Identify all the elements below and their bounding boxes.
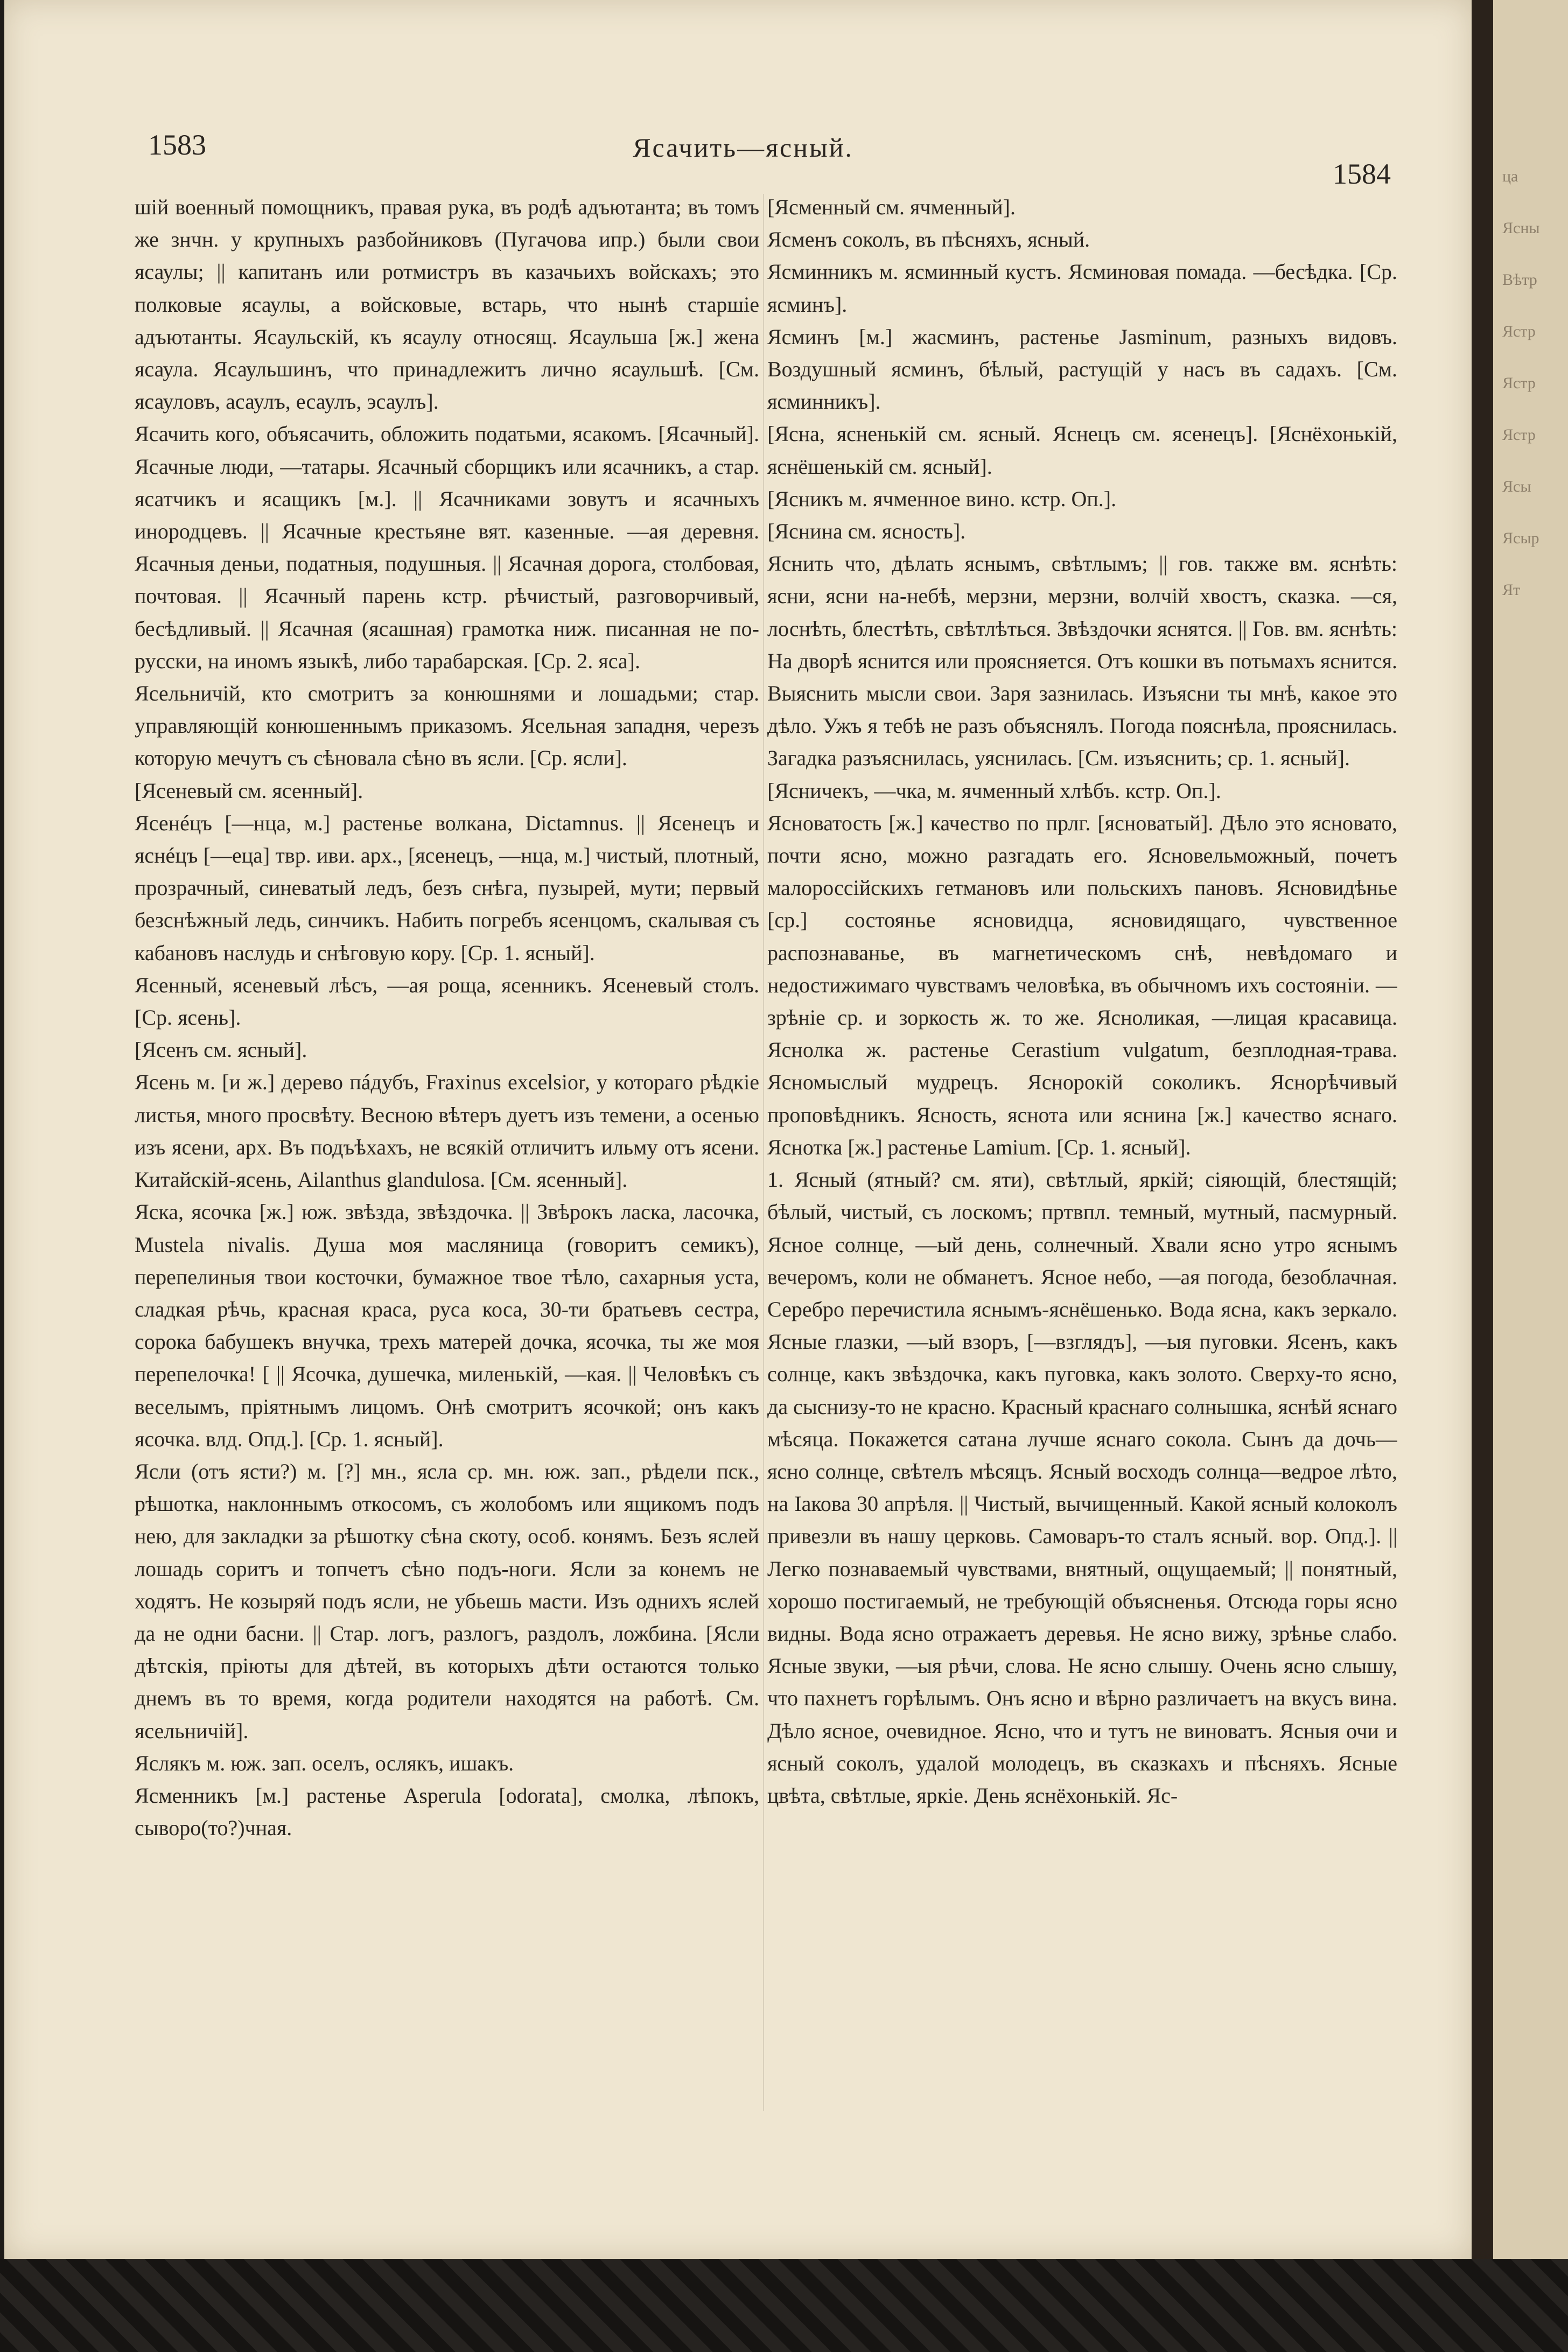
entry: [Ясна, ясненькій см. ясный. Яснецъ см. ясенецъ]. [Яснёхонькій, яснёшенькій см. ясный].	[767, 422, 1397, 479]
adjacent-fragment: Ясны	[1502, 219, 1540, 237]
adjacent-page-text	[1502, 151, 1562, 616]
entry: Яска, ясочка [ж.] юж. звѣзда, звѣздочка. || Звѣрокъ ласка, ласочка, Mustela nivalis. Душа моя масляница (говоритъ семикъ), перепелиныя твои косточки, бумажное твое тѣло, сахарныя уста, сладкая рѣчь, красная краса, руса коса, 30-ти братьевъ сестра, сорока бабушекъ внучка, трехъ матерей дочка, ясочка, ты же моя перепелочка! [ || Ясочка, душечка, миленькій, —кая. || Человѣкъ съ веселымъ, пріятнымъ лицомъ. Онѣ смотритъ ясочкой; онъ какъ ясочка. влд. Опд.]. [Ср. 1. ясный].	[135, 1200, 759, 1451]
entry: Яслякъ м. юж. зап. оселъ, ослякъ, ишакъ.	[135, 1751, 514, 1775]
entry: Яснить что, дѣлать яснымъ, свѣтлымъ; || гов. также вм. яснѣть: ясни, ясни на-небѣ, мерзни, мерзни, волчій хвостъ, сказка. —ся, лоснѣть, блестѣть, свѣтлѣться. Звѣздочки яснятся. || Гов. вм. яснѣть: На дворѣ яснится или проясняется. Отъ кошки въ потьмахъ яснится. Выяснить мысли свои. Заря зазнилась. Изъясни ты мнѣ, какое это дѣло. Ужъ я тебѣ не разъ объяснялъ. Погода пояснѣла, прояснилась. Загадка разъяснилась, уяснилась. [См. изъяснить; ср. 1. ясный].	[767, 551, 1397, 771]
adjacent-fragment: ца	[1502, 167, 1518, 185]
book-edge-background	[0, 2259, 1568, 2352]
page-number-left: 1583	[148, 129, 206, 161]
entry: Ясменъ соколъ, въ пѣсняхъ, ясный.	[767, 227, 1090, 252]
running-head: Ясачить—ясный.	[633, 132, 853, 163]
page-number-right: 1584	[1333, 158, 1391, 190]
entry: 1. Ясный (ятный? см. яти), свѣтлый, яркій; сіяющій, блестящій; бѣлый, чистый, съ лоскомъ; пртвпл. темный, мутный, пасмурный. Ясное солнце, —ый день, солнечный. Хвали ясно утро яснымъ вечеромъ, коли не обманетъ. Ясное небо, —ая погода, безоблачная. Серебро перечистила яснымъ-яснёшенько. Вода ясна, какъ зеркало. Ясные глазки, —ый взоръ, [—взглядъ], —ыя пуговки. Ясенъ, какъ солнце, какъ звѣздочка, какъ пуговка, какъ золото. Сверху-то ясно, да сыснизу-то не красно. Красный краснаго солнышка, яснѣй яснаго мѣсяца. Покажется сатана лучше яснаго сокола. Сынъ да дочь—ясно солнце, свѣтелъ мѣсяцъ. Ясный восходъ солнца—ведрое лѣто, на Іакова 30 апрѣля. || Чистый, вычищенный. Какой ясный колоколъ привезли въ нашу церковь. Самоваръ-то сталъ ясный. вор. Опд.]. || Легко познаваемый чувствами, внятный, ощущаемый; || понятный, хорошо постигаемый, не требующій объясненья. Отсюда горы ясно видны. Вода ясно отражаетъ деревья. Не ясно вижу, зрѣнье слабо. Ясные звуки, —ыя рѣчи, слова. Не ясно слышу. Очень ясно слышу, что пахнетъ горѣлымъ. Онъ ясно и вѣрно различаетъ на вкусъ вина. Дѣло ясное, очевидное. Ясно, что и тутъ не виноватъ. Ясныя очи и ясный соколъ, удалой молодецъ, въ сказкахъ и пѣсняхъ. Ясные цвѣта, свѣтлые, яркіе. День яснёхонькій. Яс-	[767, 1167, 1397, 1808]
entry: Ясминникъ м. ясминный кустъ. Ясминовая помада. —бесѣдка. [Ср. ясминъ].	[767, 260, 1397, 317]
entry: Ясенéцъ [—нца, м.] растенье волкана, Dictamnus. || Ясенецъ и яснéцъ [—еца] твр. иви. арх., [ясенецъ, —нца, м.] чистый, плотный, прозрачный, синеватый ледъ, безъ снѣга, пузырей, мути; первый безснѣжный ледь, синчикъ. Набить погребъ ясенцомъ, скалывая съ кабановъ наслудь и снѣговую кору. [Ср. 1. ясный].	[135, 810, 759, 965]
adjacent-fragment: Ясыр	[1502, 529, 1539, 547]
entry: Ясменникъ [м.] растенье Asperula [odorata], смолка, лѣпокъ, сыворо(то?)чная.	[135, 1783, 759, 1840]
entry: [Яснина см. ясность].	[767, 519, 966, 544]
adjacent-fragment: Ястр	[1502, 426, 1536, 444]
entry: Ясли (отъ ясти?) м. [?] мн., ясла ср. мн. юж. зап., рѣдели пск., рѣшотка, наклоннымъ откосомъ, съ жолобомъ или ящикомъ подъ нею, для закладки за рѣшотку сѣна скоту, особ. конямъ. Безъ яслей лошадь соритъ и топчетъ сѣно подъ-ноги. Ясли за конемъ не ходятъ. Не козыряй подъ ясли, не убьешь масти. Изъ однихъ яслей да не одни басни. || Стар. логъ, разлогъ, раздолъ, ложбина. [Ясли дѣтскія, пріюты для дѣтей, въ которыхъ дѣти остаются только днемъ въ то время, когда родители находятся на работѣ. См. ясельничій].	[135, 1459, 759, 1743]
right-column	[767, 191, 1397, 2130]
adjacent-fragment: Ясы	[1502, 478, 1531, 495]
column-gutter	[763, 194, 764, 2111]
entry: Ясельничій, кто смотритъ за конюшнями и лошадьми; стар. управляющій конюшеннымъ приказомъ. Ясельная западня, черезъ которую мечутъ съ сѣновала сѣно въ ясли. [Ср. ясли].	[135, 681, 759, 771]
entry: [Ясенъ см. ясный].	[135, 1038, 307, 1062]
adjacent-fragment: Ястр	[1502, 374, 1536, 392]
entry: Ясень м. [и ж.] дерево пáдубъ, Fraxinus excelsior, у котораго рѣдкіе листья, много просвѣту. Весною вѣтеръ дуетъ изъ темени, а осенью изъ ясени, арх. Въ подъѣхахъ, не всякій отличитъ ильму отъ ясени. Китайскій-ясень, Ailanthus glandulosa. [См. ясенный].	[135, 1070, 759, 1192]
adjacent-fragment: Вѣтр	[1502, 271, 1537, 289]
entry: [Ясеневый см. ясенный].	[135, 778, 363, 803]
entry: Ясачить кого, объясачить, обложить податьми, ясакомъ. [Ясачный]. Ясачные люди, —татары. Ясачный сборщикъ или ясачникъ, а стар. ясатчикъ и ясащикъ [м.]. || Ясачниками зовутъ и ясачныхъ инородцевъ. || Ясачные крестьяне вят. казенные. —ая деревня. Ясачныя деньи, податныя, подушныя. || Ясачная дорога, столбовая, почтовая. || Ясачный парень кстр. рѣчистый, разговорчивый, бесѣдливый. || Ясачная (ясашная) грамотка ниж. писанная не по-русски, на иномъ языкѣ, либо тарабарская. [Ср. 2. яса].	[135, 422, 759, 673]
entry: шій военный помощникъ, правая рука, въ родѣ адъютанта; въ томъ же знчн. у крупныхъ разбойниковъ (Пугачова ипр.) были свои ясаулы; || капитанъ или ротмистръ въ казачьихъ войскахъ; это полковые ясаулы, а войсковые, встарь, что нынѣ старшіе адъютанты. Ясаульскій, къ ясаулу относящ. Ясаульша [ж.] жена ясаула. Ясаульшинъ, что принадлежитъ лично ясаульшѣ. [См. ясауловъ, асаулъ, есаулъ, эсаулъ].	[135, 195, 759, 414]
adjacent-fragment: Ястр	[1502, 323, 1536, 340]
entry: Ясенный, ясеневый лѣсъ, —ая роща, ясенникъ. Ясеневый столъ. [Ср. ясень].	[135, 972, 759, 1030]
entry: [Ясничекъ, —чка, м. ячменный хлѣбъ. кстр. Оп.].	[767, 778, 1221, 803]
entry: [Ясменный см. ячменный].	[767, 195, 1016, 219]
adjacent-fragment: Ят	[1502, 581, 1521, 599]
entry: Ясминъ [м.] жасминъ, растенье Jasminum, разныхъ видовъ. Воздушный ясминъ, бѣлый, растущій у насъ въ садахъ. [См. ясминникъ].	[767, 324, 1397, 414]
left-column	[135, 191, 759, 2130]
entry: Ясноватость [ж.] качество по прлг. [ясноватый]. Дѣло это ясновато, почти ясно, можно разгадать его. Ясновельможный, почетъ малороссійскихъ гетмановъ или польскихъ пановъ. Ясновидѣнье [ср.] состоянье ясновидца, ясновидящаго, чувственное распознаванье, въ магнетическомъ снѣ, невѣдомаго и недостижимаго чувствамъ человѣка, въ обычномъ ихъ состояніи. —зрѣніе ср. и зоркость ж. то же. Ясноликая, —лицая красавица. Яснолка ж. растенье Cerastium vulgatum, безплодная-трава. Ясномыслый мудрецъ. Яснорокій соколикъ. Яснорѣчивый проповѣдникъ. Ясность, яснота или яснина [ж.] качество яснаго. Яснотка [ж.] растенье Lamium. [Ср. 1. ясный].	[767, 810, 1397, 1159]
entry: [Ясникъ м. ячменное вино. кстр. Оп.].	[767, 486, 1117, 511]
